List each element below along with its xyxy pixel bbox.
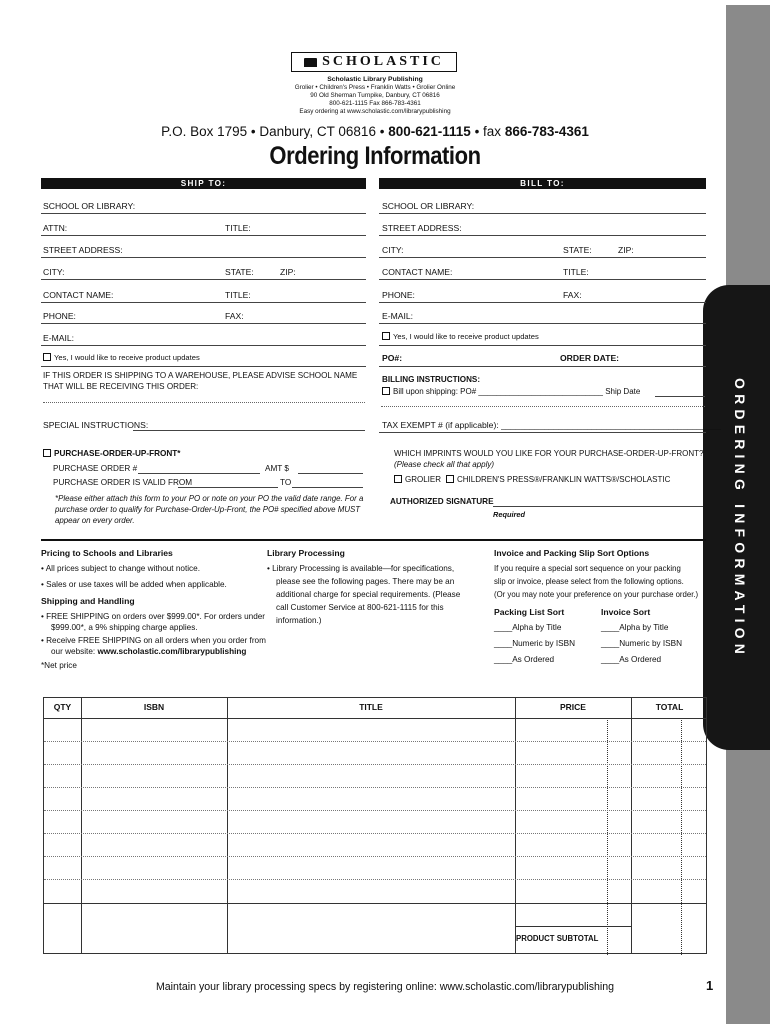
section-tab-label: ORDERING INFORMATION [732, 378, 748, 660]
billing-instructions-label: BILLING INSTRUCTIONS: [382, 375, 481, 384]
bill-street-field[interactable] [379, 235, 706, 236]
processing-line-1: • Library Processing is available—for specifications, [267, 564, 455, 573]
imprints-question: WHICH IMPRINTS WOULD YOU LIKE FOR YOUR PURCHASE-ORDER-UP-FRONT? [394, 449, 704, 458]
ship-title2-label: TITLE: [225, 290, 251, 300]
tax-exempt-field[interactable] [379, 432, 706, 433]
ship-zip-label: ZIP: [280, 267, 296, 277]
table-row[interactable] [44, 741, 706, 742]
isbn-header: ISBN [143, 702, 165, 712]
po-field[interactable] [379, 366, 706, 367]
bill-school-label: SCHOOL OR LIBRARY: [382, 201, 475, 211]
ship-contact-field[interactable] [41, 302, 366, 303]
packing-sort-heading: Packing List Sort [494, 607, 565, 617]
ship-phone-field[interactable] [41, 323, 366, 324]
bill-street-label: STREET ADDRESS: [382, 223, 462, 233]
table-row[interactable] [44, 833, 706, 834]
invoice-alpha-option[interactable]: ____Alpha by Title [601, 623, 669, 632]
bill-phone-field[interactable] [379, 302, 706, 303]
publisher-name: Scholastic Library Publishing [327, 76, 423, 83]
bill-updates-option[interactable] [382, 332, 539, 341]
processing-line-3: additional charge for special requirements. (Please [276, 590, 461, 599]
invoice-line-2: slip or invoice, please select from the following options. [494, 577, 684, 586]
table-row[interactable] [44, 903, 706, 904]
column-divider [631, 698, 632, 953]
invoice-ordered-option[interactable]: ____As Ordered [601, 655, 662, 664]
processing-heading: Library Processing [267, 548, 345, 558]
amount-field[interactable] [298, 473, 363, 474]
ship-to-heading: SHIP TO: [41, 178, 366, 189]
grolier-label: GROLIER [405, 475, 442, 484]
po-note-line-3: appear on every order. [55, 516, 135, 525]
checkbox-icon[interactable] [43, 353, 51, 361]
authorized-signature-label: AUTHORIZED SIGNATURE [390, 497, 494, 506]
ship-school-field[interactable] [41, 213, 366, 214]
bill-contact-field[interactable] [379, 279, 706, 280]
ship-state-label: STATE: [225, 267, 254, 277]
childrens-press-option[interactable] [446, 475, 670, 484]
price-header: PRICE [560, 702, 586, 712]
bill-email-field[interactable] [379, 323, 706, 324]
bill-city-field[interactable] [379, 257, 706, 258]
po-label: PO#: [382, 353, 403, 363]
logo-text: SCHOLASTIC [322, 54, 444, 69]
ship-contact-label: CONTACT NAME: [43, 290, 114, 300]
valid-from-label: PURCHASE ORDER IS VALID FROM [53, 478, 193, 487]
page-title: Ordering Information [269, 142, 481, 170]
publisher-phone: 800-621-1115 Fax 866-783-4361 [329, 100, 421, 107]
imprints-check-note: (Please check all that apply) [394, 460, 495, 469]
grolier-option[interactable] [394, 475, 441, 484]
amount-label: AMT $ [265, 464, 289, 473]
checkbox-icon[interactable] [43, 449, 51, 457]
po-up-front-heading: PURCHASE-ORDER-UP-FRONT* [54, 449, 181, 458]
column-divider [607, 718, 608, 955]
section-divider [41, 539, 706, 541]
total-header: TOTAL [655, 702, 684, 712]
publisher-website: Easy ordering at www.scholastic.com/librarypublishing [299, 108, 451, 115]
order-date-label: ORDER DATE: [560, 353, 620, 363]
net-price-note: *Net price [41, 661, 77, 670]
publisher-address: 90 Old Sherman Turnpike, Danbury, CT 06816 [310, 92, 440, 99]
po-box: P.O. Box 1795 • Danbury, CT 06816 • [161, 124, 385, 139]
warehouse-field[interactable] [43, 402, 365, 403]
valid-to-field[interactable] [292, 487, 363, 488]
column-divider [81, 698, 82, 953]
po-note-line-2: purchase order to qualify for Purchase-Order-Up-Front, the PO# specified above MUST [55, 505, 361, 514]
fax-label: • fax [474, 124, 502, 139]
po-number-field[interactable] [138, 473, 260, 474]
fax-number: 866-783-4361 [504, 124, 589, 139]
po-number-label: PURCHASE ORDER # [53, 464, 138, 473]
ship-attn-label: ATTN: [43, 223, 68, 233]
divider [41, 366, 366, 367]
column-divider [227, 698, 228, 953]
contact-line [100, 124, 650, 139]
valid-from-field[interactable] [178, 487, 278, 488]
column-divider [681, 718, 682, 955]
bill-fax-label: FAX: [563, 290, 582, 300]
bill-updates-label: Yes, I would like to receive product updates [393, 332, 539, 341]
checkbox-icon[interactable] [382, 387, 390, 395]
pricing-item-2: • Sales or use taxes will be added when applicable. [41, 580, 227, 589]
table-row[interactable] [44, 810, 706, 811]
bill-title-label: TITLE: [563, 267, 589, 277]
signature-field[interactable] [493, 506, 703, 507]
pricing-heading: Pricing to Schools and Libraries [41, 548, 173, 558]
column-divider [515, 698, 516, 953]
ship-school-label: SCHOOL OR LIBRARY: [43, 201, 136, 211]
qty-header: QTY [53, 702, 72, 712]
table-row[interactable] [44, 787, 706, 788]
ship-email-label: E-MAIL: [43, 333, 75, 343]
bill-school-field[interactable] [379, 213, 706, 214]
ship-fax-label: FAX: [225, 311, 244, 321]
valid-to-label: TO [280, 478, 292, 487]
ship-city-field[interactable] [41, 279, 366, 280]
ship-title-label: TITLE: [225, 223, 251, 233]
scholastic-logo [291, 52, 457, 72]
pricing-item-1: • All prices subject to change without notice. [41, 564, 200, 573]
bill-upon-shipping-label: Bill upon shipping: PO# ____________________________ Ship Date [393, 387, 641, 396]
invoice-isbn-option[interactable]: ____Numeric by ISBN [601, 639, 682, 648]
po-up-front-option[interactable] [43, 449, 180, 458]
subtotal-rule [515, 926, 631, 927]
divider [379, 345, 706, 346]
bill-zip-label: ZIP: [618, 245, 634, 255]
warehouse-line-2: THAT WILL BE RECEIVING THIS ORDER: [43, 382, 199, 391]
packing-alpha-option[interactable]: ____Alpha by Title [494, 623, 562, 632]
table-row[interactable] [44, 764, 706, 765]
bill-contact-label: CONTACT NAME: [382, 267, 453, 277]
bill-to-heading: BILL TO: [379, 178, 706, 189]
billing-instructions-field[interactable] [381, 406, 705, 407]
website-prefix: our website: [51, 647, 96, 656]
ship-email-field[interactable] [41, 345, 366, 346]
bill-upon-shipping-option[interactable] [382, 387, 640, 396]
ship-updates-label: Yes, I would like to receive product updates [54, 353, 200, 362]
page-number: 1 [706, 978, 714, 993]
bill-email-label: E-MAIL: [382, 311, 414, 321]
processing-line-2: please see the following pages. There may be an [276, 577, 455, 586]
invoice-line-3: (Or you may note your preference on your purchase order.) [494, 590, 699, 599]
packing-ordered-option[interactable]: ____As Ordered [494, 655, 555, 664]
product-subtotal-label: PRODUCT SUBTOTAL [516, 934, 599, 943]
required-note: Required [493, 510, 526, 519]
table-row[interactable] [44, 856, 706, 857]
ship-street-field[interactable] [41, 257, 366, 258]
website-link[interactable]: www.scholastic.com/librarypublishing [97, 647, 247, 656]
ship-city-label: CITY: [43, 267, 65, 277]
tax-exempt-label: TAX EXEMPT # (if applicable): ______________________________________________ [382, 420, 721, 430]
special-instructions-field[interactable] [133, 430, 365, 431]
shipping-line-3: • Receive FREE SHIPPING on all orders when you order from [41, 636, 266, 645]
bill-state-label: STATE: [563, 245, 592, 255]
ship-attn-field[interactable] [41, 235, 366, 236]
invoice-heading: Invoice and Packing Slip Sort Options [494, 548, 650, 558]
ship-date-field[interactable] [655, 396, 705, 397]
shipping-line-2: $999.00*, a 9% shipping charge applies. [51, 623, 198, 632]
shipping-heading: Shipping and Handling [41, 596, 135, 606]
book-icon [304, 58, 317, 67]
phone-number: 800-621-1115 [388, 124, 471, 139]
bill-phone-label: PHONE: [382, 290, 415, 300]
ship-phone-label: PHONE: [43, 311, 76, 321]
checkbox-icon[interactable] [394, 475, 402, 483]
footer-text: Maintain your library processing specs by registering online: www.scholastic.com/librarypublishing [155, 981, 615, 993]
shipping-line-4 [51, 646, 246, 659]
packing-isbn-option[interactable]: ____Numeric by ISBN [494, 639, 575, 648]
checkbox-icon[interactable] [382, 332, 390, 340]
invoice-line-1: If you require a special sort sequence on your packing [494, 564, 681, 573]
childrens-press-label: CHILDREN'S PRESS®/FRANKLIN WATTS®/SCHOLASTIC [457, 475, 671, 484]
title-header: TITLE [359, 702, 383, 712]
ship-updates-option[interactable] [43, 353, 200, 362]
warehouse-line-1: IF THIS ORDER IS SHIPPING TO A WAREHOUSE, PLEASE ADVISE SCHOOL NAME [43, 371, 358, 380]
po-note-line-1: *Please either attach this form to your PO or note on your PO the valid date range. For a [55, 494, 364, 503]
invoice-sort-heading: Invoice Sort [601, 607, 651, 617]
order-table [43, 697, 707, 954]
special-instructions-label: SPECIAL INSTRUCTIONS: [43, 420, 149, 430]
processing-line-5: information.) [276, 616, 322, 625]
table-row[interactable] [44, 879, 706, 880]
bill-city-label: CITY: [382, 245, 404, 255]
checkbox-icon[interactable] [446, 475, 454, 483]
imprint-list: Grolier • Children's Press • Franklin Watts • Grolier Online [294, 84, 456, 91]
ship-street-label: STREET ADDRESS: [43, 245, 123, 255]
shipping-line-1: • FREE SHIPPING on orders over $999.00*. For orders under [41, 612, 266, 621]
processing-line-4: call Customer Service at 800-621-1115 for this [276, 603, 444, 612]
